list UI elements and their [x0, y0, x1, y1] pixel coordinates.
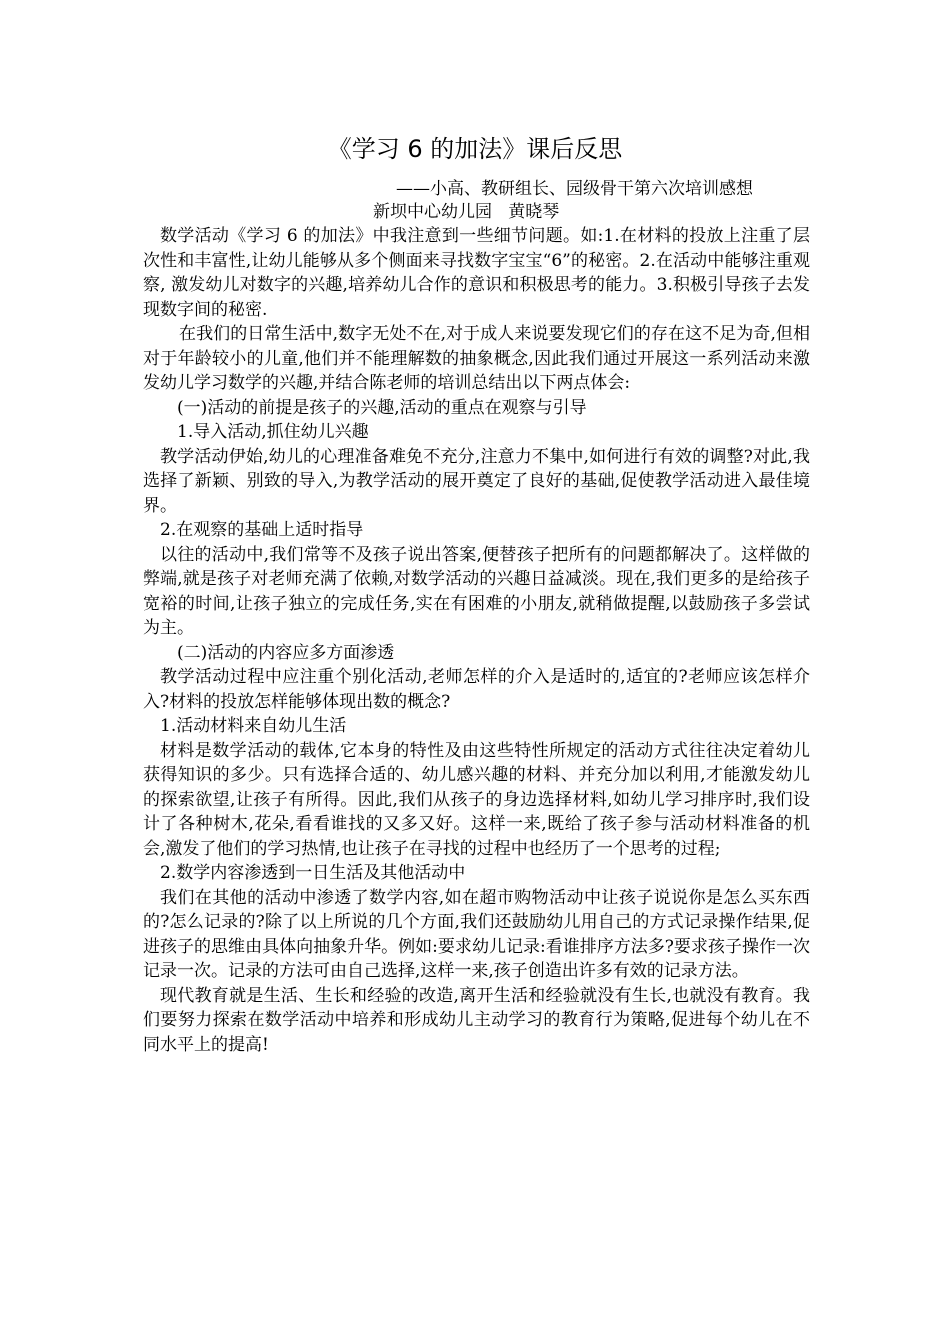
subsection-heading: 2.在观察的基础上适时指导	[160, 520, 364, 540]
body-paragraph: 现代教育就是生活、生长和经验的改造,离开生活和经验就没有生长,也就没有教育。我们要努力探索在数学活动中培养和形成幼儿主动学习的教育行为策略,促进每个幼儿在不同水平上的提高!	[143, 985, 810, 1055]
document-title: 《学习 6 的加法》课后反思	[327, 135, 623, 163]
body-paragraph: 教学活动过程中应注重个别化活动,老师怎样的介入是适时的,适宜的?老师应该怎样介入?材料的投放怎样能够体现出数的概念?	[143, 667, 810, 712]
document-body	[143, 224, 810, 1057]
body-paragraph: 材料是数学活动的载体,它本身的特性及由这些特性所规定的活动方式往往决定着幼儿获得知识的多少。只有选择合适的、幼儿感兴趣的材料、并充分加以利用,才能激发幼儿的探索欲望,让孩子有所得。因此,我们从孩子的身边选择材料,如幼儿学习排序时,我们设计了各种树木,花朵,看看谁找的又多又好。这样一来,既给了孩子参与活动材料准备的机会,激发了他们的学习热情,也让孩子在寻找的过程中也经历了一个思考的过程;	[143, 740, 810, 859]
body-paragraph: 教学活动伊始,幼儿的心理准备难免不充分,注意力不集中,如何进行有效的调整?对此,我选择了新颖、别致的导入,为教学活动的展开奠定了良好的基础,促使教学活动进入最佳境界。	[143, 446, 810, 516]
document-subtitle: ——小高、教研组长、园级骨干第六次培训感想	[396, 179, 753, 199]
section-heading: (二)活动的内容应多方面渗透	[177, 642, 395, 663]
section-heading: (一)活动的前提是孩子的兴趣,活动的重点在观察与引导	[177, 397, 587, 418]
body-paragraph: 数学活动《学习 6 的加法》中我注意到一些细节问题。如:1.在材料的投放上注重了层次性和丰富性,让幼儿能够从多个侧面来寻找数字宝宝“6”的秘密。2.在活动中能够注重观察, 激发幼儿对数字的兴趣,培养幼儿合作的意识和积极思考的能力。3.积极引导孩子去发现数字间的秘密.	[143, 226, 810, 320]
author-byline: 新坝中心幼儿园 黄晓琴	[373, 202, 560, 222]
subsection-heading: 1.活动材料来自幼儿生活	[160, 716, 347, 736]
subsection-heading: 2.数学内容渗透到一日生活及其他活动中	[160, 863, 466, 883]
body-paragraph: 以往的活动中,我们常等不及孩子说出答案,便替孩子把所有的问题都解决了。这样做的弊端,就是孩子对老师充满了依赖,对数学活动的兴趣日益减淡。现在,我们更多的是给孩子宽裕的时间,让孩子独立的完成任务,实在有困难的小朋友,就稍做提醒,以鼓励孩子多尝试为主。	[143, 544, 810, 638]
body-paragraph: 我们在其他的活动中渗透了数学内容,如在超市购物活动中让孩子说说你是怎么买东西的?怎么记录的?除了以上所说的几个方面,我们还鼓励幼儿用自己的方式记录操作结果,促进孩子的思维由具体向抽象升华。例如:要求幼儿记录:看谁排序方法多?要求孩子操作一次记录一次。记录的方法可由自己选择,这样一来,孩子创造出许多有效的记录方法。	[143, 887, 810, 981]
subsection-heading: 1.导入活动,抓住幼儿兴趣	[177, 422, 369, 442]
body-paragraph: 在我们的日常生活中,数字无处不在,对于成人来说要发现它们的存在这不足为奇,但相对于年龄较小的儿童,他们并不能理解数的抽象概念,因此我们通过开展这一系列活动来激发幼儿学习数学的兴趣,并结合陈老师的培训总结出以下两点体会:	[143, 324, 810, 393]
